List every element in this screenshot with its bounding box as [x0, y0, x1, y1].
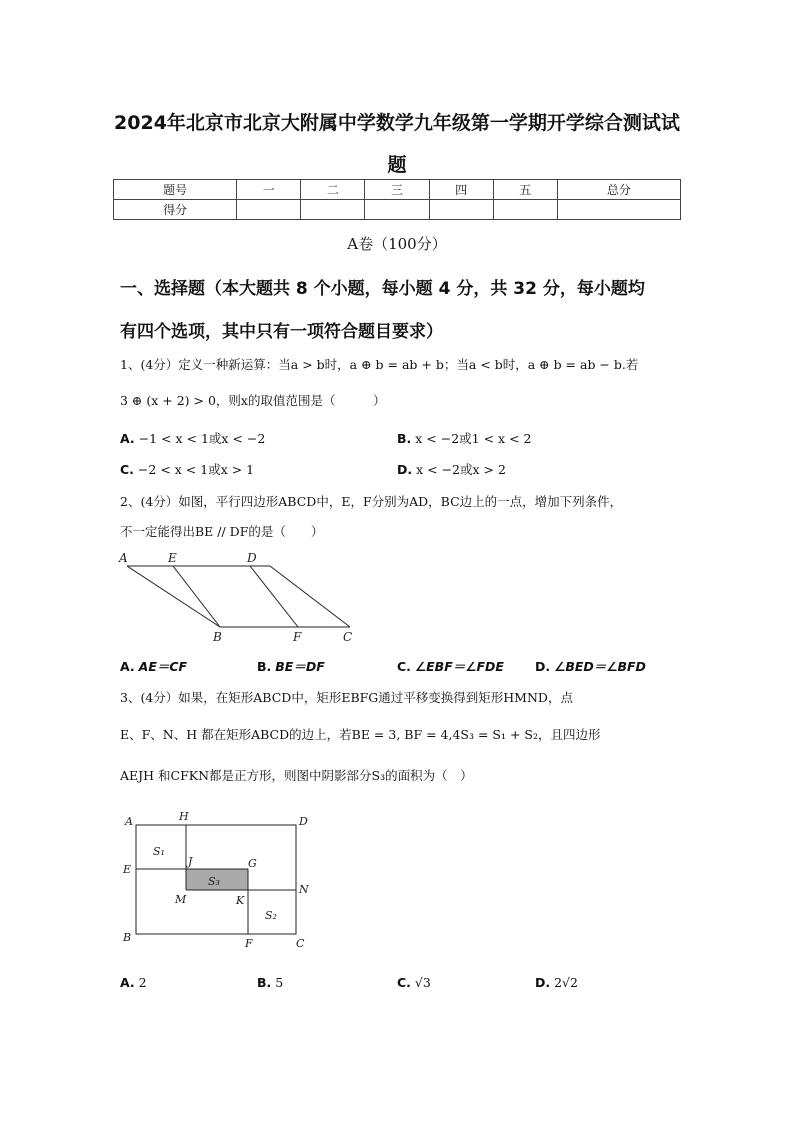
label-f: F: [293, 630, 302, 644]
option-b[interactable]: B. 5: [257, 975, 284, 990]
table-cell: 四: [429, 180, 493, 200]
question-3-text-cont2: AEJH 和CFKN都是正方形，则图中阴影部分S₃的面积为（ ）: [120, 768, 473, 783]
label-s2: S₂: [265, 909, 277, 922]
line-ab: [127, 566, 220, 627]
label-b: B: [213, 630, 222, 644]
label-m: M: [175, 893, 187, 906]
table-cell: 得分: [114, 200, 237, 220]
label-e: E: [168, 551, 177, 565]
label-k: K: [236, 894, 245, 907]
table-row: [114, 180, 681, 200]
score-input-cell[interactable]: [557, 200, 680, 220]
volume-label: A卷（100分）: [347, 235, 447, 253]
score-input-cell[interactable]: [493, 200, 557, 220]
option-a[interactable]: A. 2: [120, 975, 147, 990]
option-c[interactable]: C. √3: [397, 975, 431, 990]
label-s3: S₃: [208, 875, 220, 888]
table-cell: 一: [237, 180, 301, 200]
label-c: C: [343, 630, 353, 644]
section-heading-cont: 有四个选项，其中只有一项符合题目要求）: [120, 322, 443, 342]
question-1-text-cont: 3 ⊕ (x + 2) > 0，则x的取值范围是（ ）: [120, 393, 386, 408]
label-s1: S₁: [153, 845, 165, 858]
table-cell: 总分: [557, 180, 680, 200]
label-f: F: [245, 937, 253, 950]
option-d[interactable]: D. ∠BED＝∠BFD: [535, 659, 646, 674]
table-cell: 题号: [114, 180, 237, 200]
line-be: [173, 566, 220, 627]
section-heading: 一、选择题（本大题共 8 个小题，每小题 4 分，共 32 分，每小题均: [120, 279, 645, 299]
question-2-text-cont: 不一定能得出BE // DF的是（ ）: [120, 524, 324, 539]
score-input-cell[interactable]: [301, 200, 365, 220]
label-n: N: [299, 883, 309, 896]
score-table: [113, 179, 681, 220]
label-j: J: [188, 855, 193, 868]
label-a: A: [119, 551, 128, 565]
page-title: 2024年北京市北京大附属中学数学九年级第一学期开学综合测试试: [114, 112, 680, 134]
option-a[interactable]: A. AE＝CF: [120, 659, 188, 674]
question-3-text: 3、(4分）如果，在矩形ABCD中，矩形EBFG通过平移变换得到矩形HMND，点: [120, 690, 573, 705]
label-d: D: [247, 551, 257, 565]
table-cell: 五: [493, 180, 557, 200]
option-d[interactable]: D. x < −2或x > 2: [397, 462, 506, 477]
line-df: [250, 566, 298, 627]
option-b[interactable]: B. BE＝DF: [257, 659, 325, 674]
table-cell: 二: [301, 180, 365, 200]
option-c[interactable]: C. ∠EBF＝∠FDE: [397, 659, 504, 674]
option-d[interactable]: D. 2√2: [535, 975, 578, 990]
parallelogram-figure: [115, 550, 365, 645]
question-2-text: 2、(4分）如图，平行四边形ABCD中，E，F分别为AD，BC边上的一点，增加下列条件，: [120, 494, 623, 509]
option-b[interactable]: B. x < −2或1 < x < 2: [397, 431, 532, 446]
label-c: C: [296, 937, 305, 950]
option-c[interactable]: C. −2 < x < 1或x > 1: [120, 462, 255, 477]
table-cell: 三: [365, 180, 429, 200]
label-d: D: [299, 815, 308, 828]
page-title-cont: 题: [387, 154, 407, 176]
score-input-cell[interactable]: [237, 200, 301, 220]
label-a: A: [125, 815, 133, 828]
score-input-cell[interactable]: [365, 200, 429, 220]
option-a[interactable]: A. −1 < x < 1或x < −2: [120, 431, 266, 446]
label-e: E: [123, 863, 132, 876]
label-h: H: [179, 810, 189, 823]
table-row: [114, 200, 681, 220]
rectangle-figure: [115, 805, 325, 955]
label-b: B: [123, 931, 132, 944]
score-input-cell[interactable]: [429, 200, 493, 220]
line-dc: [270, 566, 350, 627]
question-3-text-cont: E、F、N、H 都在矩形ABCD的边上，若BE = 3, BF = 4,4S₃ = S₁ + S₂，且四边形: [120, 727, 601, 742]
question-1-text: 1、(4分）定义一种新运算：当a > b时，a ⊕ b = ab + b；当a < b时，a ⊕ b = ab − b.若: [120, 357, 639, 372]
label-g: G: [248, 857, 257, 870]
